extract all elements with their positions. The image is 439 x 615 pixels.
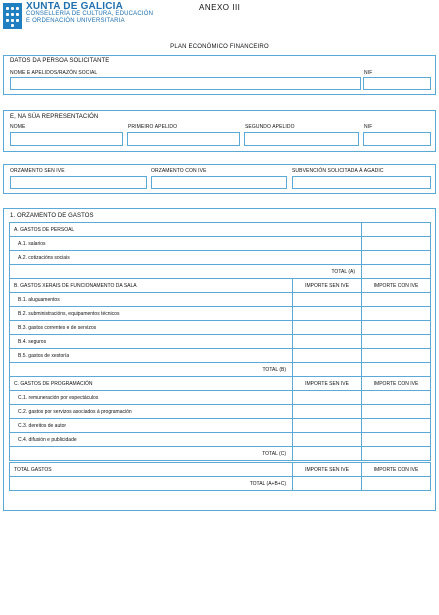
table-row	[10, 363, 431, 377]
item-c2: C.2. gastos por servizos asociados á programación	[10, 405, 293, 419]
empty-cell	[362, 223, 431, 237]
page-title: PLAN ECONÓMICO FINANCEIRO	[170, 44, 269, 50]
col-con-ive-header: IMPORTE CON IVE	[362, 463, 431, 477]
budget-con-ive-label: ORZAMENTO CON IVE	[151, 168, 207, 174]
item-a1: A.1. salarios	[10, 237, 362, 251]
brand-text	[26, 2, 153, 25]
representative-section-title: E, NA SÚA REPRESENTACIÓN	[10, 114, 99, 120]
brand-dept-line1: CONSELLERÍA DE CULTURA, EDUCACIÓN	[26, 11, 154, 17]
item-c3: C.3. dereitos de autor	[10, 419, 293, 433]
budget-sen-ive-label: ORZAMENTO SEN IVE	[10, 168, 65, 174]
amount-cell[interactable]	[362, 307, 431, 321]
table-row	[10, 223, 431, 237]
amount-cell[interactable]	[362, 433, 431, 447]
total-a-cell[interactable]	[362, 265, 431, 279]
col-con-ive-header: IMPORTE CON IVE	[362, 377, 431, 391]
col-con-ive-header: IMPORTE CON IVE	[362, 279, 431, 293]
subsidy-label: SUBVENCIÓN SOLICITADA Á AGADIC	[292, 168, 384, 174]
total-abc-con-cell[interactable]	[362, 477, 431, 491]
amount-cell[interactable]	[362, 349, 431, 363]
applicant-section-title: DATOS DA PERSOA SOLICITANTE	[10, 58, 110, 64]
budget-summary-section	[3, 164, 436, 194]
item-b5: B.5. gastos de xestoría	[10, 349, 293, 363]
amount-cell[interactable]	[293, 405, 362, 419]
amount-cell[interactable]	[362, 251, 431, 265]
table-row	[10, 349, 431, 363]
amount-cell[interactable]	[362, 391, 431, 405]
amount-cell[interactable]	[293, 349, 362, 363]
total-a-label: TOTAL (A)	[10, 265, 362, 279]
table-row	[10, 251, 431, 265]
total-b-label: TOTAL (B)	[10, 363, 293, 377]
rep-segundo-field[interactable]	[244, 132, 359, 146]
table-row	[10, 307, 431, 321]
nif-field[interactable]	[363, 77, 431, 90]
item-b2: B.2. subministracións, equipamentos técnicos	[10, 307, 293, 321]
table-row	[10, 265, 431, 279]
total-c-label: TOTAL (C)	[10, 447, 293, 461]
total-abc-label: TOTAL (A+B+C)	[10, 477, 293, 491]
total-b-sen-cell[interactable]	[293, 363, 362, 377]
amount-cell[interactable]	[293, 321, 362, 335]
brand-dept-line2: E ORDENACIÓN UNIVERSITARIA	[26, 18, 125, 24]
table-row	[10, 391, 431, 405]
total-b-con-cell[interactable]	[362, 363, 431, 377]
item-b4: B.4. seguros	[10, 335, 293, 349]
rep-primeiro-field[interactable]	[127, 132, 240, 146]
brand-name: XUNTA DE GALICIA	[26, 1, 124, 12]
total-c-sen-cell[interactable]	[293, 447, 362, 461]
name-label: NOME E APELIDOS/RAZÓN SOCIAL	[10, 70, 98, 76]
amount-cell[interactable]	[362, 237, 431, 251]
table-row	[10, 405, 431, 419]
name-field[interactable]	[10, 77, 361, 90]
rep-nif-field[interactable]	[363, 132, 431, 146]
col-sen-ive-header: IMPORTE SEN IVE	[293, 463, 362, 477]
rep-segundo-label: SEGUNDO APELIDO	[245, 124, 295, 130]
table-row	[10, 477, 431, 491]
table-row	[10, 463, 431, 477]
table-row	[10, 335, 431, 349]
nif-label: NIF	[364, 70, 373, 76]
amount-cell[interactable]	[362, 293, 431, 307]
item-c1: C.1. remuneración por espectáculos	[10, 391, 293, 405]
amount-cell[interactable]	[362, 405, 431, 419]
group-a-title: A. GASTOS DE PERSOAL	[10, 223, 362, 237]
budget-sen-ive-field[interactable]	[10, 176, 147, 189]
group-b-title: B. GASTOS XERAIS DE FUNCIONAMENTO DA SALA	[10, 279, 293, 293]
rep-nome-field[interactable]	[10, 132, 123, 146]
table-row	[10, 447, 431, 461]
item-b3: B.3. gastos correntes e de servizos	[10, 321, 293, 335]
subsidy-field[interactable]	[292, 176, 431, 189]
rep-primeiro-label: PRIMEIRO APELIDO	[128, 124, 178, 130]
amount-cell[interactable]	[362, 335, 431, 349]
table-row	[10, 433, 431, 447]
budget-con-ive-field[interactable]	[151, 176, 287, 189]
amount-cell[interactable]	[293, 391, 362, 405]
table-row	[10, 377, 431, 391]
amount-cell[interactable]	[293, 307, 362, 321]
amount-cell[interactable]	[293, 293, 362, 307]
col-sen-ive-header: IMPORTE SEN IVE	[293, 377, 362, 391]
xunta-logo-icon	[3, 3, 22, 29]
amount-cell[interactable]	[362, 321, 431, 335]
annex-label: ANEXO III	[199, 3, 241, 12]
representative-section	[3, 110, 436, 152]
rep-nome-label: NOME	[10, 124, 26, 130]
amount-cell[interactable]	[293, 419, 362, 433]
total-c-con-cell[interactable]	[362, 447, 431, 461]
table-row	[10, 293, 431, 307]
item-b1: B.1. aluguamentos	[10, 293, 293, 307]
table-row	[10, 237, 431, 251]
applicant-section	[3, 55, 436, 95]
table-row	[10, 321, 431, 335]
table-row	[10, 279, 431, 293]
amount-cell[interactable]	[293, 335, 362, 349]
table-row	[10, 419, 431, 433]
group-c-title: C. GASTOS DE PROGRAMACIÓN	[10, 377, 293, 391]
total-abc-sen-cell[interactable]	[293, 477, 362, 491]
expenses-table	[9, 222, 431, 491]
expenses-section-title: 1. ORZAMENTO DE GASTOS	[10, 213, 94, 219]
col-sen-ive-header: IMPORTE SEN IVE	[293, 279, 362, 293]
total-gastos-label: TOTAL GASTOS	[10, 463, 293, 477]
item-c4: C.4. difusión e publicidade	[10, 433, 293, 447]
rep-nif-label: NIF	[364, 124, 373, 130]
amount-cell[interactable]	[362, 419, 431, 433]
amount-cell[interactable]	[293, 433, 362, 447]
item-a2: A.2. cotizacións sociais	[10, 251, 362, 265]
